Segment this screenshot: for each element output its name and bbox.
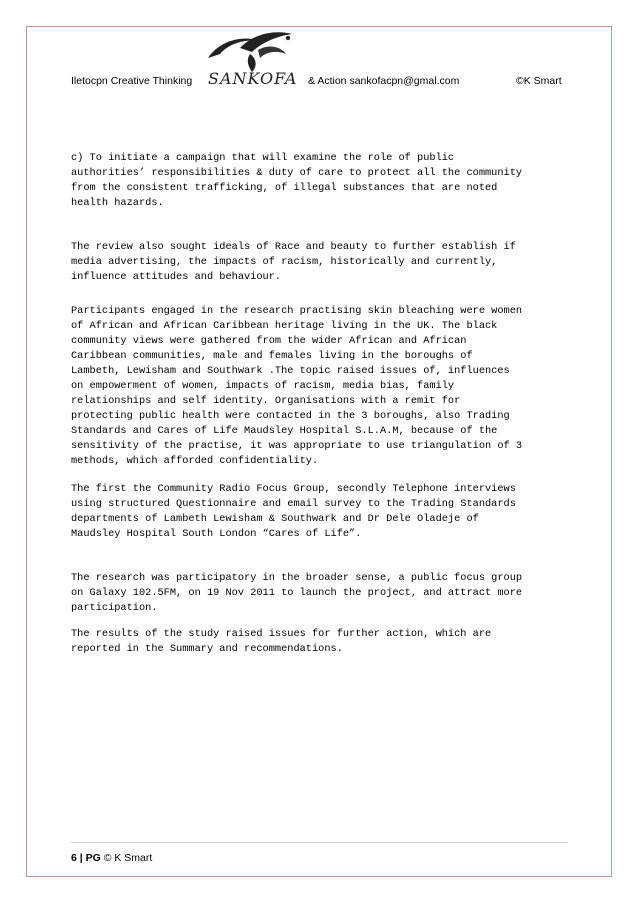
- text-line: The results of the study raised issues for further action, which are: [71, 628, 492, 640]
- text-line: Maudsley Hospital South London “Cares of Life”.: [71, 528, 362, 540]
- body-text: [71, 151, 571, 655]
- paragraph-objective-c: [71, 151, 571, 211]
- page-footer: [71, 852, 152, 864]
- text-line: reported in the Summary and recommendations.: [71, 643, 343, 655]
- text-line: The research was participatory in the broader sense, a public focus group: [71, 572, 523, 584]
- text-line: Participants engaged in the research practising skin bleaching were women: [71, 305, 523, 317]
- text-line: relationships and self identity. Organisations with a remit for: [71, 395, 461, 407]
- paragraph-participatory: [71, 571, 522, 616]
- text-line: The review also sought ideals of Race and beauty to further establish if: [71, 241, 516, 253]
- footer-page-number: 6 | PG: [71, 852, 101, 864]
- text-line: community views were gathered from the wider African and African: [71, 335, 467, 347]
- text-line: participation.: [71, 602, 158, 614]
- text-line: influence attitudes and behaviour.: [71, 271, 282, 283]
- text-line: c) To initiate a campaign that will examine the role of public: [71, 152, 455, 164]
- text-line: on empowerment of women, impacts of racism, media bias, family: [71, 380, 455, 392]
- paragraph-participants: [71, 304, 522, 469]
- svg-text:SANKOFA: SANKOFA: [208, 69, 298, 88]
- footer-divider: [71, 842, 568, 843]
- text-line: media advertising, the impacts of racism, historically and currently,: [71, 256, 498, 268]
- text-line: authorities’ responsibilities & duty of care to protect all the community: [71, 167, 523, 179]
- header-tagline-right: & Action sankofacpn@gmal.com: [308, 75, 460, 87]
- header-tagline-left: Iletocpn Creative Thinking: [71, 75, 193, 87]
- text-line: Lambeth, Lewisham and Southwark .The topic raised issues of, influences: [71, 365, 510, 377]
- paragraph-results: [71, 627, 491, 657]
- page-header: [71, 67, 571, 97]
- sankofa-logo: [200, 28, 300, 90]
- header-copyright: ©K Smart: [516, 75, 562, 87]
- text-line: from the consistent trafficking, of illegal substances that are noted: [71, 182, 498, 194]
- paragraph-review: [71, 240, 516, 285]
- text-line: using structured Questionnaire and email survey to the Trading Standards: [71, 498, 516, 510]
- text-line: Standards and Cares of Life Maudsley Hospital S.L.A.M, because of the: [71, 425, 498, 437]
- text-line: departments of Lambeth Lewisham & Southwark and Dr Dele Oladeje of: [71, 513, 479, 525]
- footer-copyright: © K Smart: [100, 852, 153, 864]
- text-line: methods, which afforded confidentiality.: [71, 455, 319, 467]
- text-line: on Galaxy 102.5FM, on 19 Nov 2011 to launch the project, and attract more: [71, 587, 523, 599]
- paragraph-methods: [71, 482, 516, 542]
- text-line: The first the Community Radio Focus Group, secondly Telephone interviews: [71, 483, 516, 495]
- text-line: protecting public health were contacted in the 3 boroughs, also Trading: [71, 410, 510, 422]
- text-line: Caribbean communities, male and females living in the boroughs of: [71, 350, 473, 362]
- text-line: health hazards.: [71, 197, 164, 209]
- text-line: sensitivity of the practise, it was appropriate to use triangulation of 3: [71, 440, 523, 452]
- text-line: of African and African Caribbean heritage living in the UK. The black: [71, 320, 498, 332]
